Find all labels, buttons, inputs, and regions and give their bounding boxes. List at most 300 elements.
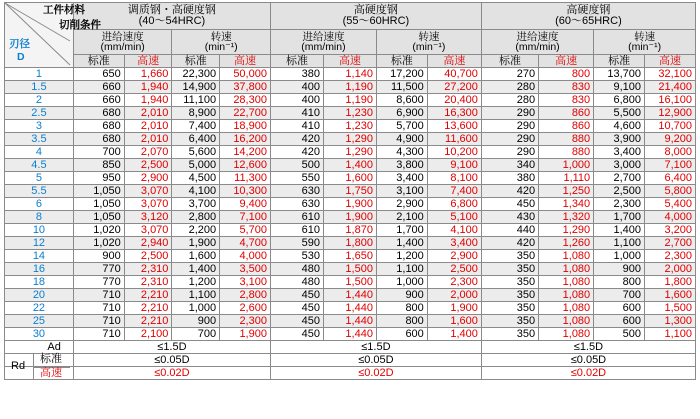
std-value-cell: 500	[270, 159, 323, 172]
table-row	[5, 68, 696, 81]
high-speed-value-cell: 1,800	[645, 276, 696, 289]
diameter-cell: 5.5	[5, 185, 74, 198]
high-speed-value-cell: 830	[539, 81, 594, 94]
std-value-cell: 680	[73, 107, 124, 120]
std-value-cell: 1,020	[73, 224, 124, 237]
rd-hs-value-1: ≤0.02D	[73, 367, 270, 380]
diameter-cell: 5	[5, 172, 74, 185]
high-speed-value-cell: 12,600	[220, 159, 271, 172]
high-speed-value-cell: 1,440	[323, 328, 376, 341]
diameter-cell: 20	[5, 289, 74, 302]
std-value-cell: 350	[481, 276, 538, 289]
high-speed-value-cell: 1,660	[124, 68, 172, 81]
high-speed-value-cell: 1,900	[323, 211, 376, 224]
high-speed-value-cell: 860	[539, 120, 594, 133]
speed-header-2	[376, 30, 481, 55]
std-value-cell: 350	[481, 289, 538, 302]
ad-value-1: ≤1.5D	[73, 341, 270, 354]
table-row	[5, 224, 696, 237]
std-value-cell: 5,500	[594, 107, 645, 120]
std-value-cell: 800	[594, 276, 645, 289]
std-value-cell: 530	[270, 250, 323, 263]
high-speed-header: 高速	[124, 55, 172, 68]
rd-label: Rd	[11, 360, 26, 372]
std-value-cell: 3,700	[172, 198, 220, 211]
high-speed-value-cell: 3,070	[124, 185, 172, 198]
std-value-cell: 8,600	[376, 94, 427, 107]
high-speed-value-cell: 9,200	[645, 133, 696, 146]
high-speed-value-cell: 1,290	[323, 133, 376, 146]
high-speed-value-cell: 9,100	[427, 159, 481, 172]
high-speed-value-cell: 2,210	[124, 289, 172, 302]
high-speed-value-cell: 6,400	[645, 172, 696, 185]
table-row	[5, 211, 696, 224]
speed-unit: (min⁻¹)	[412, 41, 446, 53]
high-speed-value-cell: 7,400	[427, 185, 481, 198]
std-value-cell: 800	[376, 302, 427, 315]
diameter-cell: 14	[5, 250, 74, 263]
ad-value-2: ≤1.5D	[270, 341, 481, 354]
high-speed-value-cell: 7,100	[645, 159, 696, 172]
high-speed-value-cell: 10,700	[645, 120, 696, 133]
table-row	[5, 159, 696, 172]
std-value-cell: 550	[270, 172, 323, 185]
material-name-2: 高硬度钢	[353, 4, 398, 16]
std-value-cell: 400	[270, 94, 323, 107]
material-header-2	[270, 3, 481, 30]
high-speed-value-cell: 18,900	[220, 120, 271, 133]
material-hrc-3: (60～65HRC)	[555, 15, 622, 27]
diameter-cell: 2	[5, 94, 74, 107]
high-speed-value-cell: 5,100	[427, 211, 481, 224]
high-speed-value-cell: 2,010	[124, 120, 172, 133]
std-value-cell: 1,200	[376, 250, 427, 263]
feed-label: 进给速度	[516, 30, 559, 43]
std-value-cell: 1,200	[172, 276, 220, 289]
high-speed-value-cell: 4,000	[220, 250, 271, 263]
material-hrc-1: (40～54HRC)	[138, 15, 206, 27]
std-value-cell: 650	[73, 68, 124, 81]
ad-label: Ad	[5, 341, 74, 354]
high-speed-value-cell: 1,500	[645, 302, 696, 315]
std-value-cell: 3,400	[594, 146, 645, 159]
std-value-cell: 630	[270, 198, 323, 211]
table-row	[5, 289, 696, 302]
std-value-cell: 290	[481, 133, 538, 146]
high-speed-value-cell: 1,900	[323, 198, 376, 211]
high-speed-value-cell: 27,200	[427, 81, 481, 94]
std-value-cell: 420	[481, 237, 538, 250]
table-row	[5, 81, 696, 94]
std-value-cell: 350	[481, 263, 538, 276]
high-speed-value-cell: 2,600	[220, 302, 271, 315]
std-value-cell: 4,300	[376, 146, 427, 159]
speed-header-1	[172, 30, 271, 55]
std-value-cell: 290	[481, 120, 538, 133]
high-speed-value-cell: 16,200	[220, 133, 271, 146]
high-speed-value-cell: 1,320	[539, 211, 594, 224]
high-speed-value-cell: 50,000	[220, 68, 271, 81]
high-speed-header: 高速	[539, 55, 594, 68]
std-value-cell: 610	[270, 224, 323, 237]
std-value-cell: 480	[270, 263, 323, 276]
high-speed-value-cell: 1,100	[645, 328, 696, 341]
header-row-material	[5, 3, 696, 30]
high-speed-value-cell: 1,600	[323, 172, 376, 185]
rd-hs-label: 高速	[33, 367, 70, 380]
high-speed-value-cell: 1,900	[427, 302, 481, 315]
high-speed-value-cell: 1,080	[539, 302, 594, 315]
std-value-cell: 6,800	[594, 94, 645, 107]
std-value-cell: 400	[270, 81, 323, 94]
high-speed-value-cell: 5,800	[645, 185, 696, 198]
std-value-cell: 420	[270, 133, 323, 146]
material-header-3	[481, 3, 695, 30]
material-header-1	[73, 3, 270, 30]
high-speed-value-cell: 16,100	[645, 94, 696, 107]
high-speed-value-cell: 2,000	[427, 289, 481, 302]
std-value-cell: 420	[481, 185, 538, 198]
std-value-cell: 350	[481, 302, 538, 315]
table-body	[5, 68, 696, 341]
high-speed-value-cell: 880	[539, 146, 594, 159]
std-value-cell: 13,700	[594, 68, 645, 81]
diameter-cell: 16	[5, 263, 74, 276]
high-speed-value-cell: 5,400	[645, 198, 696, 211]
high-speed-value-cell: 2,500	[124, 250, 172, 263]
high-speed-value-cell: 1,900	[220, 328, 271, 341]
feed-header-2	[270, 30, 376, 55]
std-value-cell: 420	[270, 146, 323, 159]
high-speed-value-cell: 3,100	[220, 276, 271, 289]
table-row	[5, 198, 696, 211]
std-value-cell: 1,700	[594, 211, 645, 224]
std-value-cell: 8,900	[172, 107, 220, 120]
high-speed-value-cell: 3,200	[645, 224, 696, 237]
high-speed-value-cell: 28,300	[220, 94, 271, 107]
std-value-cell: 710	[73, 315, 124, 328]
std-value-cell: 2,800	[172, 211, 220, 224]
std-value-cell: 710	[73, 289, 124, 302]
high-speed-value-cell: 16,300	[427, 107, 481, 120]
std-value-cell: 800	[376, 315, 427, 328]
high-speed-value-cell: 3,400	[427, 237, 481, 250]
std-header: 标准	[594, 55, 645, 68]
high-speed-value-cell: 2,070	[124, 146, 172, 159]
high-speed-value-cell: 14,200	[220, 146, 271, 159]
high-speed-value-cell: 11,600	[427, 133, 481, 146]
high-speed-value-cell: 1,500	[323, 263, 376, 276]
std-value-cell: 2,100	[376, 211, 427, 224]
std-value-cell: 610	[270, 211, 323, 224]
std-value-cell: 630	[270, 185, 323, 198]
std-value-cell: 900	[376, 289, 427, 302]
std-value-cell: 1,050	[73, 198, 124, 211]
feed-unit: (mm/min)	[100, 41, 145, 53]
diameter-cell: 10	[5, 224, 74, 237]
high-speed-header: 高速	[323, 55, 376, 68]
high-speed-value-cell: 3,070	[124, 198, 172, 211]
high-speed-value-cell: 1,290	[323, 146, 376, 159]
high-speed-value-cell: 2,300	[645, 250, 696, 263]
std-value-cell: 850	[73, 159, 124, 172]
high-speed-value-cell: 2,900	[124, 172, 172, 185]
high-speed-value-cell: 5,700	[220, 224, 271, 237]
high-speed-value-cell: 1,400	[323, 159, 376, 172]
std-value-cell: 440	[481, 224, 538, 237]
std-header: 标准	[376, 55, 427, 68]
std-value-cell: 710	[73, 302, 124, 315]
high-speed-value-cell: 2,900	[427, 250, 481, 263]
high-speed-value-cell: 1,190	[323, 81, 376, 94]
table-row	[5, 250, 696, 263]
table-row	[5, 276, 696, 289]
high-speed-value-cell: 800	[539, 68, 594, 81]
std-value-cell: 4,500	[172, 172, 220, 185]
high-speed-value-cell: 32,100	[645, 68, 696, 81]
std-value-cell: 1,050	[73, 185, 124, 198]
std-value-cell: 1,400	[376, 237, 427, 250]
high-speed-value-cell: 1,440	[323, 315, 376, 328]
high-speed-value-cell: 2,300	[427, 276, 481, 289]
high-speed-value-cell: 1,600	[427, 315, 481, 328]
high-speed-value-cell: 1,230	[323, 107, 376, 120]
high-speed-value-cell: 8,100	[427, 172, 481, 185]
std-value-cell: 1,400	[594, 224, 645, 237]
high-speed-value-cell: 1,600	[645, 289, 696, 302]
high-speed-value-cell: 1,080	[539, 289, 594, 302]
high-speed-value-cell: 4,000	[645, 211, 696, 224]
high-speed-value-cell: 1,400	[427, 328, 481, 341]
std-value-cell: 2,300	[594, 198, 645, 211]
std-value-cell: 1,600	[172, 250, 220, 263]
high-speed-value-cell: 1,080	[539, 328, 594, 341]
high-speed-value-cell: 2,210	[124, 302, 172, 315]
speed-label: 转速	[634, 30, 656, 43]
std-value-cell: 1,020	[73, 237, 124, 250]
footer-row-rd-hs	[5, 367, 696, 380]
high-speed-value-cell: 2,100	[124, 328, 172, 341]
std-value-cell: 350	[481, 328, 538, 341]
high-speed-value-cell: 1,000	[539, 159, 594, 172]
std-header: 标准	[73, 55, 124, 68]
std-value-cell: 3,000	[594, 159, 645, 172]
feed-header-3	[481, 30, 593, 55]
std-value-cell: 600	[376, 328, 427, 341]
std-value-cell: 1,100	[172, 289, 220, 302]
high-speed-value-cell: 3,070	[124, 224, 172, 237]
diameter-cell: 2.5	[5, 107, 74, 120]
speed-label: 转速	[418, 30, 440, 43]
std-value-cell: 280	[481, 94, 538, 107]
std-value-cell: 22,300	[172, 68, 220, 81]
high-speed-value-cell: 2,000	[645, 263, 696, 276]
high-speed-value-cell: 20,400	[427, 94, 481, 107]
feed-label: 进给速度	[101, 30, 144, 43]
std-value-cell: 270	[481, 68, 538, 81]
std-value-cell: 350	[481, 250, 538, 263]
high-speed-value-cell: 1,080	[539, 315, 594, 328]
std-value-cell: 900	[594, 263, 645, 276]
high-speed-value-cell: 1,080	[539, 263, 594, 276]
std-value-cell: 660	[73, 94, 124, 107]
std-value-cell: 6,400	[172, 133, 220, 146]
std-value-cell: 17,200	[376, 68, 427, 81]
diameter-cell: 1.5	[5, 81, 74, 94]
rd-std-value-1: ≤0.05D	[73, 354, 270, 367]
std-value-cell: 11,500	[376, 81, 427, 94]
std-value-cell: 480	[270, 276, 323, 289]
std-value-cell: 700	[73, 146, 124, 159]
high-speed-value-cell: 37,800	[220, 81, 271, 94]
high-speed-value-cell: 13,600	[427, 120, 481, 133]
std-value-cell: 5,000	[172, 159, 220, 172]
high-speed-header: 高速	[220, 55, 271, 68]
blade-diameter-label: 刃径	[9, 38, 30, 50]
high-speed-value-cell: 1,870	[323, 224, 376, 237]
high-speed-value-cell: 2,210	[124, 315, 172, 328]
rd-hs-label-cell	[5, 367, 74, 380]
std-value-cell: 950	[73, 172, 124, 185]
diameter-cell: 22	[5, 302, 74, 315]
high-speed-value-cell: 1,080	[539, 276, 594, 289]
high-speed-value-cell: 1,080	[539, 250, 594, 263]
table-row	[5, 302, 696, 315]
high-speed-value-cell: 2,300	[220, 315, 271, 328]
high-speed-value-cell: 1,340	[539, 198, 594, 211]
speed-unit: (min⁻¹)	[204, 41, 238, 53]
rd-hs-value-2: ≤0.02D	[270, 367, 481, 380]
high-speed-value-cell: 1,750	[323, 185, 376, 198]
diameter-cell: 1	[5, 68, 74, 81]
diameter-cell: 6	[5, 198, 74, 211]
std-value-cell: 1,700	[376, 224, 427, 237]
header-row-params	[5, 30, 696, 55]
std-value-cell: 660	[73, 81, 124, 94]
std-value-cell: 450	[270, 315, 323, 328]
feed-label: 进给速度	[302, 30, 345, 43]
high-speed-value-cell: 9,400	[220, 198, 271, 211]
high-speed-value-cell: 1,260	[539, 237, 594, 250]
high-speed-value-cell: 10,300	[220, 185, 271, 198]
std-value-cell: 1,400	[172, 263, 220, 276]
high-speed-value-cell: 2,010	[124, 133, 172, 146]
table-row	[5, 185, 696, 198]
high-speed-value-cell: 1,940	[124, 81, 172, 94]
std-value-cell: 450	[481, 198, 538, 211]
std-header: 标准	[172, 55, 220, 68]
std-value-cell: 350	[481, 315, 538, 328]
std-value-cell: 600	[594, 315, 645, 328]
std-value-cell: 5,700	[376, 120, 427, 133]
diameter-cell: 4.5	[5, 159, 74, 172]
diameter-cell: 18	[5, 276, 74, 289]
high-speed-value-cell: 3,500	[220, 263, 271, 276]
std-value-cell: 280	[481, 81, 538, 94]
std-value-cell: 600	[594, 302, 645, 315]
material-name-3: 高硬度钢	[566, 4, 611, 16]
high-speed-value-cell: 1,110	[539, 172, 594, 185]
std-value-cell: 590	[270, 237, 323, 250]
diameter-cell: 4	[5, 146, 74, 159]
std-header: 标准	[481, 55, 538, 68]
high-speed-value-cell: 1,190	[323, 94, 376, 107]
speed-header-3	[594, 30, 696, 55]
std-value-cell: 900	[172, 315, 220, 328]
std-value-cell: 4,600	[594, 120, 645, 133]
table-row	[5, 263, 696, 276]
cutting-conditions-table-wrapper	[4, 2, 696, 380]
std-value-cell: 380	[270, 68, 323, 81]
material-name-1: 调质钢・高硬度钢	[127, 4, 216, 16]
std-value-cell: 9,100	[594, 81, 645, 94]
high-speed-value-cell: 2,800	[220, 289, 271, 302]
std-value-cell: 410	[270, 120, 323, 133]
material-hrc-2: (55～60HRC)	[342, 15, 410, 27]
std-value-cell: 700	[172, 328, 220, 341]
std-value-cell: 2,500	[594, 185, 645, 198]
std-value-cell: 450	[270, 302, 323, 315]
high-speed-value-cell: 4,100	[427, 224, 481, 237]
table-row	[5, 94, 696, 107]
high-speed-value-cell: 8,000	[645, 146, 696, 159]
std-value-cell: 430	[481, 211, 538, 224]
std-value-cell: 410	[270, 107, 323, 120]
table-row	[5, 107, 696, 120]
speed-label: 转速	[210, 30, 232, 43]
high-speed-value-cell: 830	[539, 94, 594, 107]
high-speed-value-cell: 1,440	[323, 302, 376, 315]
high-speed-value-cell: 1,650	[323, 250, 376, 263]
high-speed-value-cell: 22,700	[220, 107, 271, 120]
high-speed-value-cell: 1,290	[539, 224, 594, 237]
std-value-cell: 450	[270, 289, 323, 302]
diameter-cell: 25	[5, 315, 74, 328]
high-speed-value-cell: 6,800	[427, 198, 481, 211]
diameter-cell: 30	[5, 328, 74, 341]
std-value-cell: 380	[481, 172, 538, 185]
high-speed-value-cell: 1,800	[323, 237, 376, 250]
std-value-cell: 1,100	[376, 263, 427, 276]
std-value-cell: 770	[73, 263, 124, 276]
rd-std-value-2: ≤0.05D	[270, 354, 481, 367]
footer-row-ad	[5, 341, 696, 354]
table-row	[5, 120, 696, 133]
table-row	[5, 315, 696, 328]
high-speed-value-cell: 3,120	[124, 211, 172, 224]
std-header: 标准	[270, 55, 323, 68]
std-value-cell: 700	[594, 289, 645, 302]
std-value-cell: 290	[481, 107, 538, 120]
std-value-cell: 1,000	[376, 276, 427, 289]
table-row	[5, 133, 696, 146]
feed-header-1	[73, 30, 172, 55]
std-value-cell: 680	[73, 120, 124, 133]
diameter-cell: 12	[5, 237, 74, 250]
high-speed-value-cell: 2,310	[124, 276, 172, 289]
diameter-cell: 8	[5, 211, 74, 224]
diameter-cell: 3.5	[5, 133, 74, 146]
high-speed-value-cell: 2,310	[124, 263, 172, 276]
feed-unit: (mm/min)	[515, 41, 560, 53]
diameter-cell: 3	[5, 120, 74, 133]
std-value-cell: 6,900	[376, 107, 427, 120]
std-value-cell: 290	[481, 146, 538, 159]
high-speed-value-cell: 1,440	[323, 289, 376, 302]
speed-unit: (min⁻¹)	[628, 41, 662, 53]
high-speed-value-cell: 2,500	[124, 159, 172, 172]
high-speed-value-cell: 860	[539, 107, 594, 120]
